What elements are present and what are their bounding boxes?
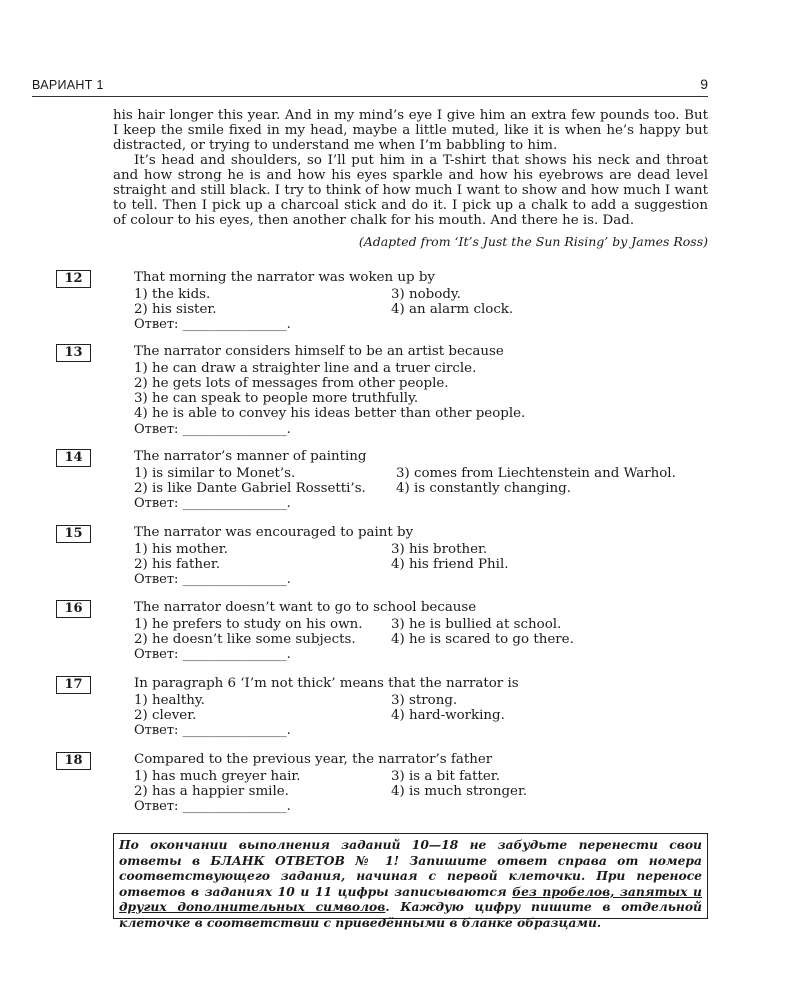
- option-1: 1) healthy.: [134, 693, 205, 708]
- page-header: [32, 76, 708, 97]
- page-number: 9: [700, 76, 708, 92]
- task-question: In paragraph 6 ‘I’m not thick’ means that the narrator is: [134, 676, 519, 691]
- task-number-box: 17: [56, 676, 91, 694]
- task-number-box: 13: [56, 344, 91, 362]
- option-2: 2) his sister.: [134, 302, 217, 317]
- answer-line[interactable]: Ответ: ________________.: [134, 422, 291, 437]
- option-2: 2) he gets lots of messages from other people.: [134, 376, 449, 391]
- option-4: 4) hard-working.: [391, 708, 505, 723]
- option-1: 1) has much greyer hair.: [134, 769, 301, 784]
- task-number-box: 15: [56, 525, 91, 543]
- option-2: 2) is like Dante Gabriel Rossetti’s.: [134, 481, 366, 496]
- passage-paragraph-2: It’s head and shoulders, so I’ll put him in a T-shirt that shows his neck and throat and how strong he is and how his eyes sparkle and how his eyebrows are dead level straight and still black. I try to think of how much I want to show and how much I want to tell. Then I pick up a charcoal stick and do it. I pick up a chalk to add a suggestion of colour to his eyes, then another chalk for his mouth. And there he is. Dad.: [113, 153, 708, 228]
- option-3: 3) comes from Liechtenstein and Warhol.: [396, 466, 676, 481]
- task-question: The narrator’s manner of painting: [134, 449, 367, 464]
- answer-line[interactable]: Ответ: ________________.: [134, 799, 291, 814]
- option-2: 2) clever.: [134, 708, 197, 723]
- passage-source: (Adapted from ‘It’s Just the Sun Rising’ by James Ross): [358, 234, 708, 249]
- option-1: 1) is similar to Monet’s.: [134, 466, 296, 481]
- task-question: The narrator doesn’t want to go to school because: [134, 600, 477, 615]
- option-1: 1) the kids.: [134, 287, 211, 302]
- task-question: That morning the narrator was woken up by: [134, 270, 435, 285]
- task-question: The narrator was encouraged to paint by: [134, 525, 414, 540]
- reading-passage: [113, 108, 708, 228]
- option-3: 3) he can speak to people more truthfully.: [134, 391, 419, 406]
- task-number-box: 14: [56, 449, 91, 467]
- answer-line[interactable]: Ответ: ________________.: [134, 496, 291, 511]
- note-text-part-1: По окончании выполнения заданий 10—18 не забудьте перенести свои ответы в БЛАНК ОТВЕТОВ № 1! Запишите ответ справа от номера соответствующего задания, начиная с первой клеточки. При переносе ответов в заданиях 10 и 11 цифры записываются: [119, 837, 702, 899]
- option-4: 4) he is scared to go there.: [391, 632, 574, 647]
- option-1: 1) he prefers to study on his own.: [134, 617, 363, 632]
- option-3: 3) strong.: [391, 693, 458, 708]
- task-number-box: 12: [56, 270, 91, 288]
- option-1: 1) he can draw a straighter line and a truer circle.: [134, 361, 477, 376]
- option-1: 1) his mother.: [134, 542, 228, 557]
- option-4: 4) is constantly changing.: [396, 481, 571, 496]
- option-3: 3) nobody.: [391, 287, 461, 302]
- option-3: 3) his brother.: [391, 542, 488, 557]
- option-2: 2) his father.: [134, 557, 221, 572]
- task-question: The narrator considers himself to be an artist because: [134, 344, 504, 359]
- answer-line[interactable]: Ответ: ________________.: [134, 572, 291, 587]
- option-4: 4) is much stronger.: [391, 784, 528, 799]
- task-number-box: 18: [56, 752, 91, 770]
- answer-line[interactable]: Ответ: ________________.: [134, 317, 291, 332]
- option-4: 4) he is able to convey his ideas better than other people.: [134, 406, 526, 421]
- answer-line[interactable]: Ответ: ________________.: [134, 723, 291, 738]
- note-text-part-2: . Каждую цифру пишите в отдельной клеточке в соответствии с приведёнными в бланке образцами.: [119, 899, 702, 930]
- passage-paragraph-1: his hair longer this year. And in my mind’s eye I give him an extra few pounds too. But I keep the smile fixed in my head, maybe a little muted, like it is when he’s happy but distracted, or trying to understand me when I’m babbling to him.: [113, 108, 708, 153]
- note-underlined-text: без пробелов, запятых и других дополнительных символов: [119, 883, 702, 915]
- option-4: 4) his friend Phil.: [391, 557, 509, 572]
- option-2: 2) has a happier smile.: [134, 784, 289, 799]
- instruction-note: [113, 833, 708, 930]
- option-3: 3) he is bullied at school.: [391, 617, 562, 632]
- answer-line[interactable]: Ответ: ________________.: [134, 647, 291, 662]
- variant-label: ВАРИАНТ 1: [32, 78, 104, 92]
- task-number-box: 16: [56, 600, 91, 618]
- option-3: 3) is a bit fatter.: [391, 769, 500, 784]
- option-4: 4) an alarm clock.: [391, 302, 514, 317]
- task-question: Compared to the previous year, the narrator’s father: [134, 752, 493, 767]
- option-2: 2) he doesn’t like some subjects.: [134, 632, 356, 647]
